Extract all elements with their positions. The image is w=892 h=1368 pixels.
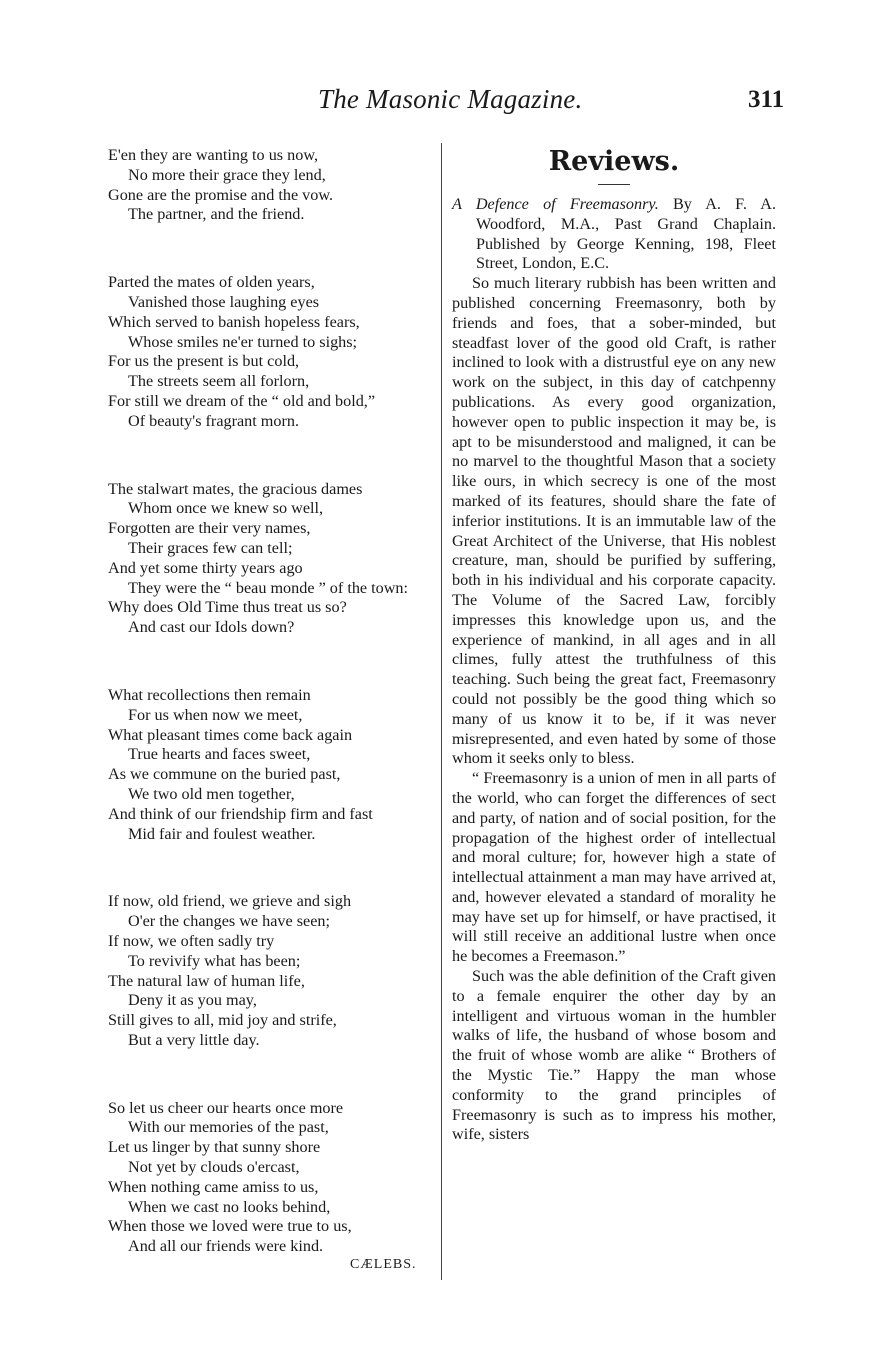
section-heading: Reviews. <box>548 146 680 177</box>
column-divider <box>441 143 442 1280</box>
poem-line: Let us linger by that sunny shore <box>108 1138 321 1157</box>
poem-line: Their graces few can tell; <box>128 538 293 557</box>
poem-line: Gone are the promise and the vow. <box>108 185 334 204</box>
heading-rule <box>598 184 630 185</box>
poem-line: No more their grace they lend, <box>128 165 326 184</box>
poem-line: What pleasant times come back again <box>108 725 353 744</box>
poem-line: True hearts and faces sweet, <box>128 745 311 764</box>
review-paragraph: So much literary rubbish has been written and published concerning Freemasonry, both by friends and foes, that a sober-minded, but steadfast lover of the good old Craft, is rather inclined to look with a distrustful eye on any new work on the subject, in this day of catchpenny publications. As every good organization, however open to public inspection it may be, is apt to be misunderstood and maligned, it can be no marvel to the thoughtful Mason that a society like ours, in which secrecy is one of the most marked of its features, should share the fate of inferior institutions. It is an immutable law of the Great Architect of the Universe, that His noblest creature, man, should be purified by suffering, both in his individual and his corporate capacity. The Volume of the Sacred Law, forcibly impresses this knowledge upon us, and the experience of mankind, in all ages and in all climes, fully attest the truthfulness of this teaching. Such being the great fact, Freemasonry could not possibly be the good thing which so many of us know it to be, if it was never misrepresented, and even hated by some of those whom it seeks only to bless. <box>452 274 776 768</box>
poem-line: When nothing came amiss to us, <box>108 1177 319 1196</box>
poem-line: To revivify what has been; <box>128 951 301 970</box>
review-paragraph: “ Freemasonry is a union of men in all parts of the world, who can forget the differences of sect and party, of nation and of social position, for the propagation of the highest order of intellectual and moral culture; for, however high a state of intellectual attainment a man may have arrived at, and, however elevated a standard of morality he may have set up for himself, or have practised, it will still receive an additional lustre when once he becomes a Freemason.” <box>452 769 776 966</box>
poem-line: What recollections then remain <box>108 685 311 704</box>
magazine-title: The Masonic Magazine. <box>318 84 583 114</box>
review-paragraph: Such was the able definition of the Craft given to a female enquirer the other day by an intelligent and virtuous woman in the humbler walks of life, the husband of whose bosom and the fruit of whose womb are alike “ Brothers of the Mystic Tie.” Happy the man whose conformity to the grand principles of Freemasonry is such as to impress his mother, wife, sisters <box>452 967 776 1144</box>
poem-line: And yet some thirty years ago <box>108 558 303 577</box>
poem-line: E'en they are wanting to us now, <box>108 146 319 164</box>
poem-stanza <box>108 273 430 431</box>
poem-stanza <box>108 1099 430 1257</box>
poem-line: Whom once we knew so well, <box>128 499 324 518</box>
poem-line: As we commune on the buried past, <box>108 765 341 784</box>
poem-line: For still we dream of the “ old and bold,” <box>108 391 376 410</box>
poem-stanza <box>108 480 430 638</box>
poem-line: So let us cheer our hearts once more <box>108 1098 344 1117</box>
poem-line: And cast our Idols down? <box>128 618 295 637</box>
poem-line: Why does Old Time thus treat us so? <box>108 598 347 617</box>
book-citation <box>452 195 776 274</box>
poem-line: With our memories of the past, <box>128 1118 329 1137</box>
poem-line: Vanished those laughing eyes <box>128 292 320 311</box>
poem-line: Deny it as you may, <box>128 991 257 1010</box>
book-title: A Defence of Freemasonry. <box>452 195 673 213</box>
page-number: 311 <box>748 86 785 113</box>
poem-line: If now, old friend, we grieve and sigh <box>108 892 352 911</box>
poem-line: Forgotten are their very names, <box>108 519 311 538</box>
poem-signature: CÆLEBS. <box>350 1257 417 1272</box>
poem-line: When those we loved were true to us, <box>108 1217 352 1236</box>
reviews-column <box>452 146 776 1145</box>
poem-line: For us when now we meet, <box>128 705 303 724</box>
book-details: By A. F. A. Woodford, M.A., Past Grand Chaplain. Published by George Kenning, 198, Fleet Street, London, E.C. <box>476 195 776 273</box>
running-header <box>0 84 892 118</box>
poem-line: We two old men together, <box>128 784 295 803</box>
poem-column <box>108 146 430 1305</box>
poem-stanza <box>108 146 430 225</box>
poem-stanza <box>108 686 430 844</box>
poem-line: And all our friends were kind. <box>128 1237 324 1256</box>
poem-line: Mid fair and foulest weather. <box>128 824 316 843</box>
poem-line: When we cast no looks behind, <box>128 1197 331 1216</box>
poem-line: For us the present is but cold, <box>108 352 300 371</box>
poem-line: Which served to banish hopeless fears, <box>108 312 360 331</box>
poem-line: If now, we often sadly try <box>108 931 275 950</box>
poem-line: O'er the changes we have seen; <box>128 912 331 931</box>
poem-line: But a very little day. <box>128 1030 260 1049</box>
poem-line: Whose smiles ne'er turned to sighs; <box>128 332 358 351</box>
poem-line: Of beauty's fragrant morn. <box>128 411 300 430</box>
poem-line: The natural law of human life, <box>108 971 305 990</box>
poem-line: And think of our friendship firm and fast <box>108 804 373 823</box>
poem-stanza <box>108 892 430 1050</box>
poem-line: Still gives to all, mid joy and strife, <box>108 1011 337 1030</box>
poem-line: Not yet by clouds o'ercast, <box>128 1158 300 1177</box>
poem-line: The stalwart mates, the gracious dames <box>108 479 363 498</box>
poem-line: The streets seem all forlorn, <box>128 372 310 391</box>
poem-line: They were the “ beau monde ” of the town: <box>128 578 409 597</box>
poem-line: The partner, and the friend. <box>128 205 305 224</box>
poem-line: Parted the mates of olden years, <box>108 273 315 292</box>
